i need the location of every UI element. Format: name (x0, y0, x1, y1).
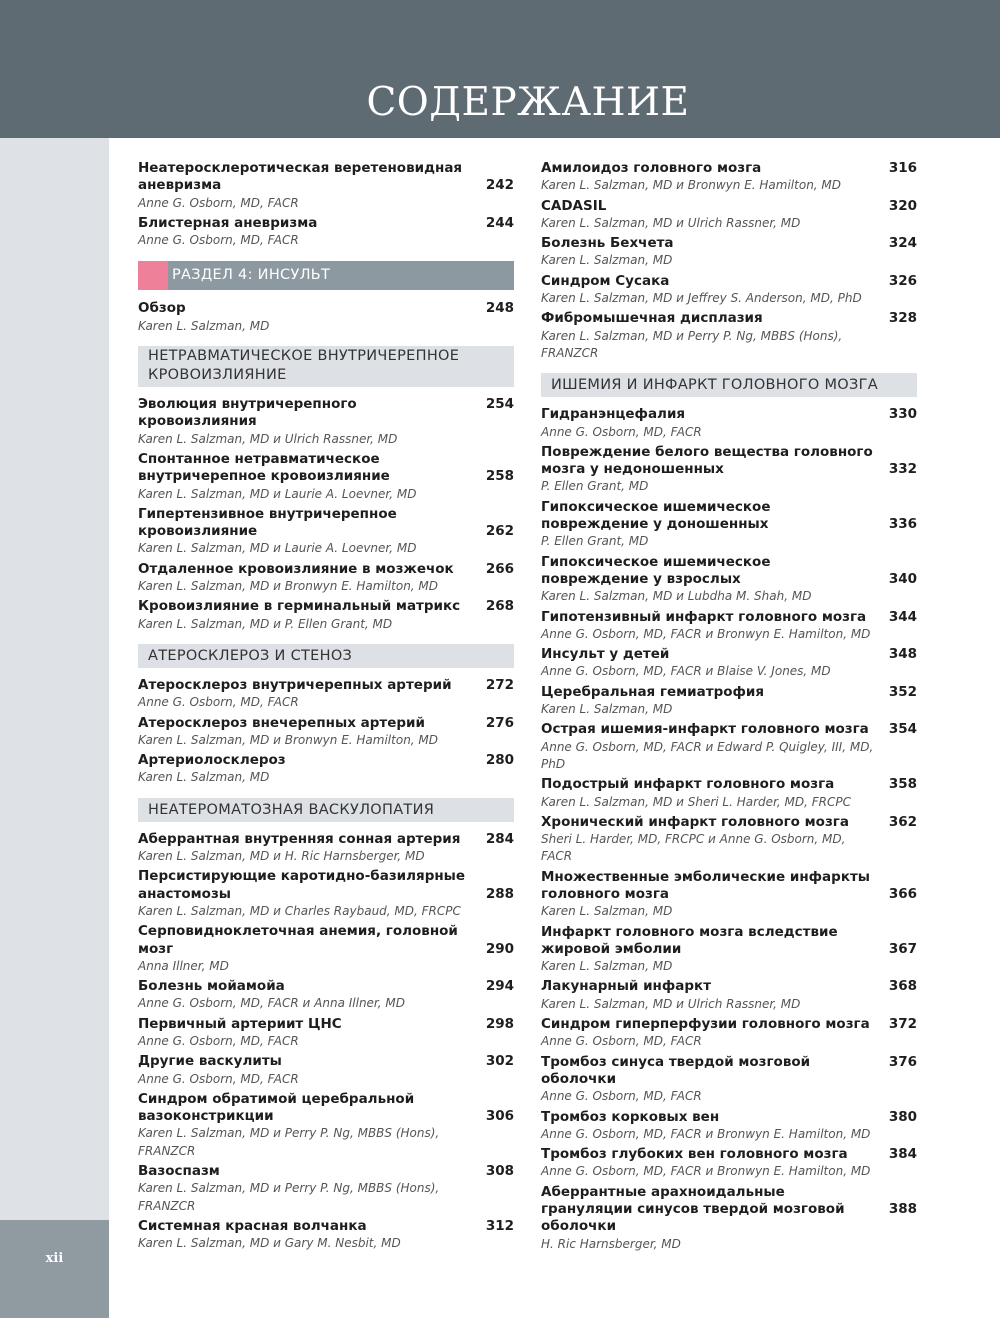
toc-entry[interactable] (541, 1054, 917, 1106)
entry-page-number: 302 (485, 1053, 514, 1070)
entry-authors: Karen L. Salzman, MD и Ulrich Rassner, MD (541, 996, 801, 1011)
entry-authors: Karen L. Salzman, MD и Laurie A. Loevner, MD (138, 541, 417, 556)
entry-authors: Anne G. Osborn, MD, FACR и Blaise V. Jones, MD (541, 664, 831, 679)
entry-title: Аберрантные арахноидальные грануляции синусов твердой мозговой оболочки (541, 1183, 845, 1235)
subsection-header[interactable]: НЕТРАВМАТИЧЕСКОЕ ВНУТРИЧЕРЕПНОЕ КРОВОИЗЛИЯНИЕ (138, 346, 514, 387)
section-label: РАЗДЕЛ 4: ИНСУЛЬТ (172, 267, 331, 284)
toc-entry[interactable] (541, 1016, 917, 1051)
toc-group (138, 677, 514, 787)
entry-page-number: 326 (888, 272, 917, 289)
entry-title: Эволюция внутричерепного кровоизлияния (138, 396, 357, 430)
toc-group (138, 300, 514, 335)
entry-title: Тромбоз корковых вен (541, 1108, 720, 1125)
entry-title: Блистерная аневризма (138, 214, 318, 231)
entry-authors: Sheri L. Harder, MD, FRCPC и Anne G. Osborn, MD, FACR (541, 832, 846, 864)
entry-page-number: 384 (888, 1146, 917, 1163)
entry-title: Гипоксическое ишемическое повреждение у доношенных (541, 498, 771, 533)
entry-page-number: 328 (888, 310, 917, 327)
entry-title: Гидранэнцефалия (541, 406, 686, 423)
entry-title: Подострый инфаркт головного мозга (541, 776, 835, 793)
entry-page-number: 366 (888, 885, 917, 902)
entry-title: Синдром обратимой церебральной вазоконстрикции (138, 1090, 415, 1125)
entry-page-number: 340 (888, 570, 917, 587)
entry-title: Тромбоз синуса твердой мозговой оболочки (541, 1053, 811, 1087)
entry-page-number: 280 (485, 752, 514, 769)
toc-entry[interactable] (138, 598, 514, 633)
entry-page-number: 362 (888, 813, 917, 830)
entry-authors: Karen L. Salzman, MD (138, 318, 270, 333)
entry-authors: Karen L. Salzman, MD и P. Ellen Grant, MD (138, 616, 393, 631)
entry-title: Синдром гиперперфузии головного мозга (541, 1016, 870, 1033)
entry-page-number: 332 (888, 461, 917, 478)
toc-entry[interactable] (541, 646, 917, 681)
toc-entry[interactable] (138, 1163, 514, 1215)
toc-group (138, 396, 514, 633)
entry-page-number: 294 (485, 978, 514, 995)
entry-title: Повреждение белого вещества головного мозга у недоношенных (541, 443, 873, 478)
toc-entry[interactable] (138, 451, 514, 503)
entry-page-number: 330 (888, 406, 917, 423)
entry-authors: Anne G. Osborn, MD, FACR (138, 695, 299, 710)
toc-entry[interactable] (138, 215, 514, 250)
entry-page-number: 368 (888, 978, 917, 995)
entry-title: Инсульт у детей (541, 646, 670, 663)
entry-title: Фибромышечная дисплазия (541, 310, 763, 327)
entry-authors: Karen L. Salzman, MD и Gary M. Nesbit, MD (138, 1236, 401, 1251)
toc-group (138, 831, 514, 1253)
entry-page-number: 254 (485, 396, 514, 413)
entry-title: Первичный артериит ЦНС (138, 1015, 342, 1032)
left-column (138, 160, 514, 1256)
entry-page-number: 316 (888, 160, 917, 176)
entry-page-number: 320 (888, 197, 917, 214)
entry-page-number: 258 (485, 468, 514, 485)
subsection-header[interactable]: НЕАТЕРОМАТОЗНАЯ ВАСКУЛОПАТИЯ (138, 798, 514, 822)
entry-title: Системная красная волчанка (138, 1217, 367, 1234)
toc-entry[interactable] (138, 561, 514, 596)
entry-page-number: 336 (888, 516, 917, 533)
entry-authors: Karen L. Salzman, MD и Perry P. Ng, MBBS (Hons), FRANZCR (138, 1181, 440, 1213)
entry-authors: Anne G. Osborn, MD, FACR и Edward P. Quigley, III, MD, PhD (541, 739, 874, 771)
entry-authors: Anne G. Osborn, MD, FACR (541, 424, 702, 439)
section-color-tab (138, 261, 168, 290)
entry-title: Синдром Сусака (541, 272, 670, 289)
toc-entry[interactable] (138, 831, 514, 866)
entry-authors: Karen L. Salzman, MD и Perry P. Ng, MBBS (Hons), FRANZCR (138, 1126, 440, 1158)
toc-entry[interactable] (541, 978, 917, 1013)
entry-authors: Karen L. Salzman, MD (541, 904, 673, 919)
toc-entry[interactable] (138, 396, 514, 448)
entry-page-number: 288 (485, 885, 514, 902)
entry-page-number: 324 (888, 235, 917, 252)
entry-authors: Karen L. Salzman, MD (138, 770, 270, 785)
entry-title: Гипотензивный инфаркт головного мозга (541, 608, 867, 625)
side-strip (0, 138, 109, 1220)
entry-page-number: 354 (888, 721, 917, 738)
toc-entry[interactable] (541, 444, 917, 496)
entry-authors: Anne G. Osborn, MD, FACR (138, 233, 299, 248)
entry-title: Спонтанное нетравматическое внутричерепное кровоизлияние (138, 450, 390, 485)
entry-title: CADASIL (541, 197, 607, 214)
page-number: xii (45, 1251, 64, 1266)
entry-title: Другие васкулиты (138, 1053, 282, 1070)
entry-page-number: 284 (485, 830, 514, 847)
entry-title: Неатеросклеротическая веретеновидная аневризма (138, 160, 463, 194)
entry-page-number: 312 (485, 1217, 514, 1234)
toc-entry[interactable] (138, 1218, 514, 1253)
toc-entry[interactable] (541, 924, 917, 976)
entry-page-number: 388 (888, 1201, 917, 1218)
entry-page-number: 242 (485, 177, 514, 194)
entry-authors: Karen L. Salzman, MD и Lubdha M. Shah, MD (541, 589, 812, 604)
toc-group (541, 160, 917, 362)
entry-title: Тромбоз глубоких вен головного мозга (541, 1146, 848, 1163)
entry-authors: Anne G. Osborn, MD, FACR и Bronwyn E. Hamilton, MD (541, 626, 871, 641)
toc-entry[interactable] (541, 814, 917, 866)
toc-entry[interactable] (138, 715, 514, 750)
toc-entry[interactable] (541, 554, 917, 606)
entry-title: Амилоидоз головного мозга (541, 160, 762, 176)
entry-page-number: 306 (485, 1108, 514, 1125)
entry-authors: Anne G. Osborn, MD, FACR (138, 195, 299, 210)
toc-entry[interactable] (138, 1016, 514, 1051)
entry-authors: Karen L. Salzman, MD и Laurie A. Loevner, MD (138, 486, 417, 501)
entry-page-number: 268 (485, 598, 514, 615)
entry-page-number: 248 (485, 300, 514, 317)
entry-title: Болезнь Бехчета (541, 235, 674, 252)
entry-authors: Karen L. Salzman, MD и H. Ric Harnsberger, MD (138, 849, 425, 864)
section-header[interactable] (138, 261, 514, 290)
entry-authors: Anne G. Osborn, MD, FACR (541, 1089, 702, 1104)
entry-title: Атеросклероз внечерепных артерий (138, 714, 425, 731)
toc-entry[interactable] (138, 1091, 514, 1160)
entry-authors: H. Ric Harnsberger, MD (541, 1236, 681, 1251)
page-title: СОДЕРЖАНИЕ (366, 80, 690, 125)
toc-entry[interactable] (138, 300, 514, 335)
entry-page-number: 266 (485, 560, 514, 577)
toc-entry[interactable] (541, 721, 917, 773)
toc-entry[interactable] (138, 978, 514, 1013)
toc-entry[interactable] (541, 499, 917, 551)
entry-authors: Karen L. Salzman, MD и Bronwyn E. Hamilton, MD (138, 732, 439, 747)
toc-entry[interactable] (541, 235, 917, 270)
entry-page-number: 358 (888, 776, 917, 793)
entry-authors: Anne G. Osborn, MD, FACR (541, 1034, 702, 1049)
entry-title: Гипертензивное внутричерепное кровоизлияние (138, 505, 397, 540)
toc-entry[interactable] (541, 310, 917, 362)
entry-authors: Anne G. Osborn, MD, FACR и Bronwyn E. Hamilton, MD (541, 1126, 871, 1141)
entry-page-number: 290 (485, 940, 514, 957)
toc-entry[interactable] (541, 273, 917, 308)
toc-entry[interactable] (541, 776, 917, 811)
entry-authors: Karen L. Salzman, MD и Bronwyn E. Hamilton, MD (541, 178, 842, 193)
entry-page-number: 380 (888, 1108, 917, 1125)
toc-entry[interactable] (541, 609, 917, 644)
entry-page-number: 298 (485, 1015, 514, 1032)
toc-entry[interactable] (541, 869, 917, 921)
entry-title: Лакунарный инфаркт (541, 978, 712, 995)
entry-authors: Karen L. Salzman, MD и Sheri L. Harder, MD, FRCPC (541, 794, 851, 809)
entry-title: Острая ишемия-инфаркт головного мозга (541, 721, 869, 738)
entry-title: Множественные эмболические инфаркты головного мозга (541, 868, 871, 902)
toc-entry[interactable] (541, 684, 917, 719)
entry-authors: Anne G. Osborn, MD, FACR и Anna Illner, MD (138, 996, 405, 1011)
right-column (541, 160, 917, 1256)
toc-group (541, 406, 917, 1253)
entry-title: Церебральная гемиатрофия (541, 683, 765, 700)
toc-entry[interactable] (138, 1053, 514, 1088)
entry-authors: Karen L. Salzman, MD (541, 702, 673, 717)
toc-group (138, 160, 514, 249)
toc-entry[interactable] (138, 506, 514, 558)
entry-authors: Anne G. Osborn, MD, FACR и Bronwyn E. Hamilton, MD (541, 1164, 871, 1179)
subsection-header[interactable]: АТЕРОСКЛЕРОЗ И СТЕНОЗ (138, 644, 514, 668)
entry-authors: Karen L. Salzman, MD и Jeffrey S. Anderson, MD, PhD (541, 291, 862, 306)
entry-title: Кровоизлияние в герминальный матрикс (138, 598, 461, 615)
entry-authors: P. Ellen Grant, MD (541, 534, 649, 549)
entry-authors: Karen L. Salzman, MD и Ulrich Rassner, MD (541, 215, 801, 230)
entry-authors: Anne G. Osborn, MD, FACR (138, 1071, 299, 1086)
entry-title: Артериолосклероз (138, 752, 286, 769)
entry-title: Вазоспазм (138, 1163, 220, 1180)
toc-entry[interactable] (541, 1146, 917, 1181)
entry-title: Персистирующие каротидно-базилярные анастомозы (138, 868, 466, 902)
entry-title: Инфаркт головного мозга вследствие жировой эмболии (541, 923, 838, 957)
entry-authors: Anne G. Osborn, MD, FACR (138, 1033, 299, 1048)
toc-entry[interactable] (541, 198, 917, 233)
entry-authors: Karen L. Salzman, MD и Ulrich Rassner, MD (138, 431, 398, 446)
toc-entry[interactable] (138, 923, 514, 975)
entry-authors: Anna Illner, MD (138, 958, 229, 973)
side-footer (0, 1220, 109, 1318)
entry-title: Отдаленное кровоизлияние в мозжечок (138, 560, 454, 577)
entry-authors: P. Ellen Grant, MD (541, 479, 649, 494)
entry-page-number: 244 (485, 214, 514, 231)
entry-authors: Karen L. Salzman, MD (541, 253, 673, 268)
entry-authors: Karen L. Salzman, MD и Charles Raybaud, MD, FRCPC (138, 903, 461, 918)
entry-title: Атеросклероз внутричерепных артерий (138, 676, 452, 693)
entry-page-number: 372 (888, 1016, 917, 1033)
toc-entry[interactable] (138, 677, 514, 712)
entry-page-number: 276 (485, 714, 514, 731)
toc-entry[interactable] (541, 160, 917, 195)
entry-title: Гипоксическое ишемическое повреждение у взрослых (541, 553, 771, 587)
entry-authors: Karen L. Salzman, MD и Bronwyn E. Hamilton, MD (138, 579, 439, 594)
entry-page-number: 352 (888, 683, 917, 700)
entry-title: Аберрантная внутренняя сонная артерия (138, 830, 461, 847)
entry-page-number: 262 (485, 523, 514, 540)
toc-entry[interactable] (541, 406, 917, 441)
entry-title: Болезнь мойамойа (138, 978, 285, 995)
entry-title: Серповидноклеточная анемия, головной мозг (138, 923, 458, 957)
entry-authors: Karen L. Salzman, MD и Perry P. Ng, MBBS (Hons), FRANZCR (541, 328, 843, 360)
toc-entry[interactable] (138, 752, 514, 787)
entry-title: Обзор (138, 300, 186, 317)
entry-page-number: 348 (888, 646, 917, 663)
entry-page-number: 376 (888, 1053, 917, 1070)
entry-page-number: 272 (485, 676, 514, 693)
entry-authors: Karen L. Salzman, MD (541, 959, 673, 974)
toc-entry[interactable] (138, 868, 514, 920)
entry-page-number: 308 (485, 1163, 514, 1180)
toc-entry[interactable] (138, 160, 514, 212)
subsection-header[interactable]: ИШЕМИЯ И ИНФАРКТ ГОЛОВНОГО МОЗГА (541, 373, 917, 397)
toc-entry[interactable] (541, 1109, 917, 1144)
toc-entry[interactable] (541, 1184, 917, 1253)
entry-page-number: 344 (888, 608, 917, 625)
entry-title: Хронический инфаркт головного мозга (541, 813, 849, 830)
entry-page-number: 367 (888, 940, 917, 957)
